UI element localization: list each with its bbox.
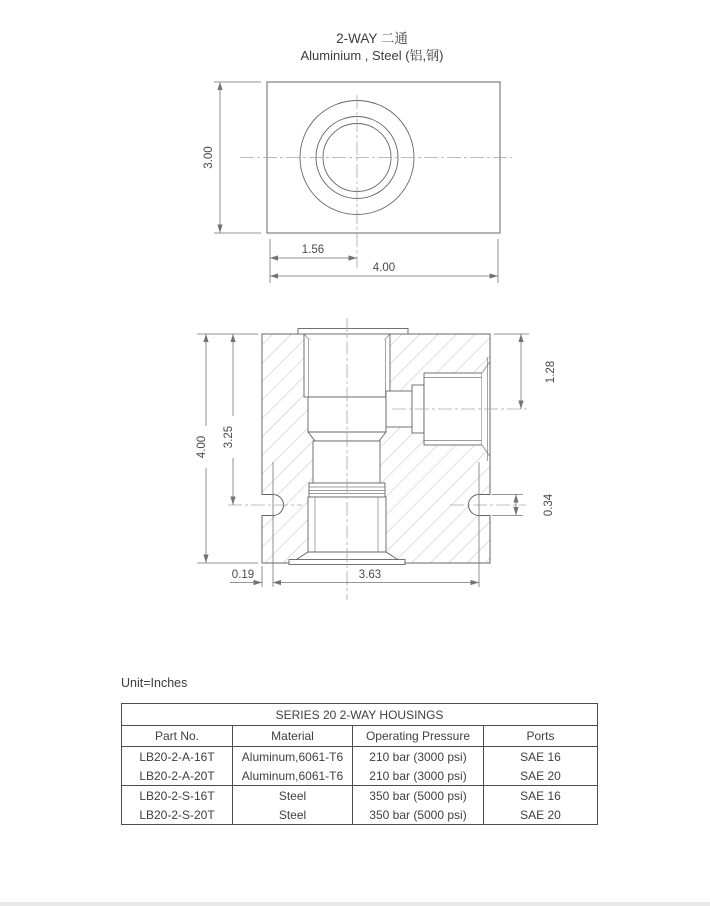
cell-pressure: 210 bar (3000 psi) xyxy=(353,766,484,786)
cell-material: Aluminum,6061-T6 xyxy=(233,766,353,786)
table-row xyxy=(122,747,598,767)
spec-table xyxy=(121,703,598,825)
col-header-part-no: Part No. xyxy=(122,726,233,747)
cell-material: Steel xyxy=(233,805,353,825)
drawing-title-line1: 2-WAY 二通 xyxy=(336,31,408,46)
top-view xyxy=(203,82,512,283)
dim-slot-span: 3.63 xyxy=(358,569,382,581)
cell-ports: SAE 16 xyxy=(484,747,598,767)
col-header-ports: Ports xyxy=(484,726,598,747)
col-header-material: Material xyxy=(233,726,353,747)
dim-hole-offset: 1.56 xyxy=(301,244,325,256)
dim-top-height: 3.00 xyxy=(203,146,215,169)
cavity-lower-bore xyxy=(313,441,380,483)
cell-part-no: LB20-2-A-20T xyxy=(122,766,233,786)
cell-pressure: 350 bar (5000 psi) xyxy=(353,805,484,825)
section-view xyxy=(196,318,557,600)
cell-ports: SAE 20 xyxy=(484,805,598,825)
cell-ports: SAE 16 xyxy=(484,786,598,806)
cell-material: Steel xyxy=(233,786,353,806)
dim-edge-to-slot: 0.19 xyxy=(231,569,255,581)
top-port-pad xyxy=(298,329,408,335)
dim-cavity-depth: 3.25 xyxy=(223,425,235,449)
cell-part-no: LB20-2-S-16T xyxy=(122,786,233,806)
dim-slot-width: 0.34 xyxy=(543,493,555,517)
cell-pressure: 350 bar (5000 psi) xyxy=(353,786,484,806)
table-row xyxy=(122,766,598,786)
cell-material: Aluminum,6061-T6 xyxy=(233,747,353,767)
table-title-row xyxy=(122,704,598,726)
cell-part-no: LB20-2-S-20T xyxy=(122,805,233,825)
dim-section-height: 4.00 xyxy=(196,435,208,459)
units-label: Unit=Inches xyxy=(121,676,188,690)
table-row xyxy=(122,786,598,806)
dim-port-offset: 1.28 xyxy=(545,360,557,384)
cell-part-no: LB20-2-A-16T xyxy=(122,747,233,767)
table-header-row xyxy=(122,726,598,747)
cell-ports: SAE 20 xyxy=(484,766,598,786)
col-header-pressure: Operating Pressure xyxy=(353,726,484,747)
dim-top-width: 4.00 xyxy=(372,262,396,274)
drawing-title-line2: Aluminium , Steel (铝,钢) xyxy=(300,48,444,63)
table-title: SERIES 20 2-WAY HOUSINGS xyxy=(122,704,598,726)
footer-divider xyxy=(0,902,710,906)
cell-pressure: 210 bar (3000 psi) xyxy=(353,747,484,767)
table-row xyxy=(122,805,598,825)
